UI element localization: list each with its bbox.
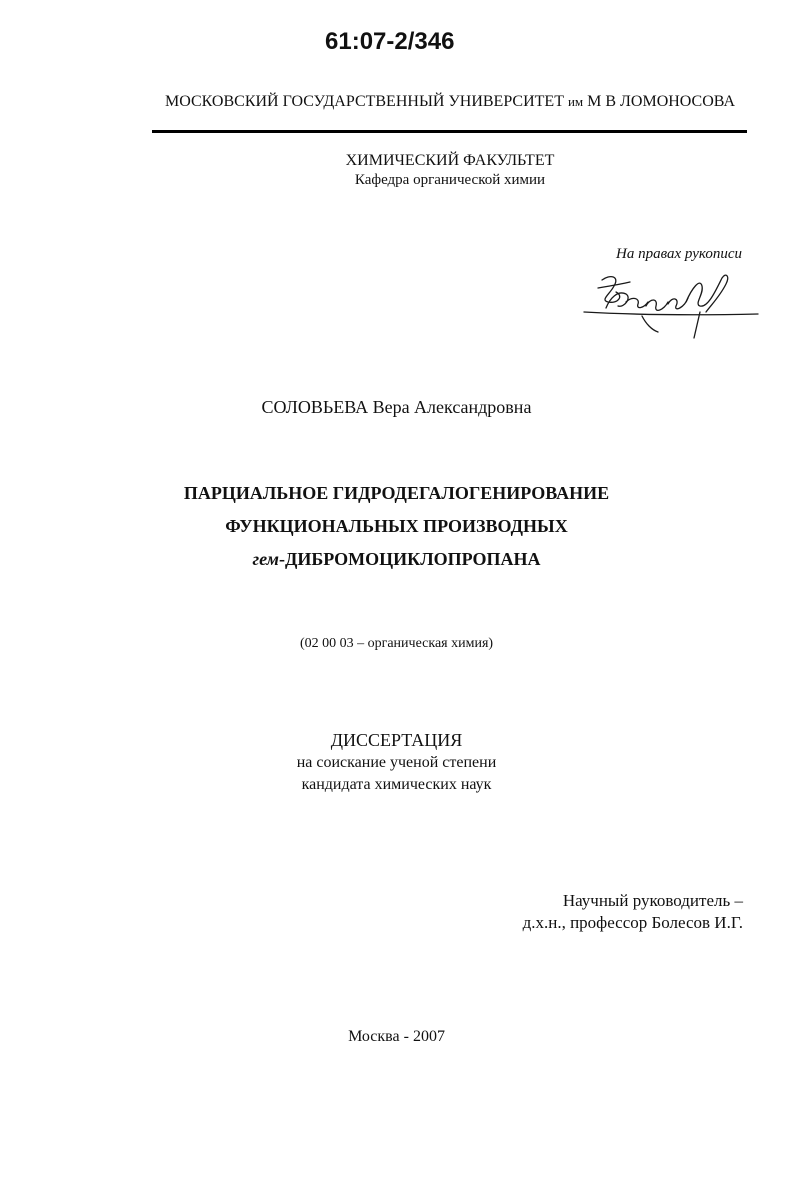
catalog-number: 61:07-2/346	[325, 28, 455, 55]
university-name	[150, 93, 750, 111]
dissertation-title-line-1: ПАРЦИАЛЬНОЕ ГИДРОДЕГАЛОГЕНИРОВАНИЕ	[183, 483, 610, 503]
department-name: Кафедра органической химии	[354, 172, 546, 188]
dissertation-title-line-3	[0, 549, 793, 570]
document-type: ДИССЕРТАЦИЯ	[330, 730, 463, 750]
degree-line-1: на соискание ученой степени	[296, 754, 497, 771]
degree-line-2: кандидата химических наук	[301, 776, 492, 793]
university-name-prefix: МОСКОВСКИЙ ГОСУДАРСТВЕННЫЙ УНИВЕРСИТЕТ	[165, 93, 564, 110]
supervisor-name: д.х.н., профессор Болесов И.Г.	[522, 913, 743, 932]
faculty-name: ХИМИЧЕСКИЙ ФАКУЛЬТЕТ	[345, 152, 555, 169]
city-year: Москва - 2007	[348, 1028, 445, 1045]
university-name-suffix: М В ЛОМОНОСОВА	[587, 93, 735, 110]
header-divider	[152, 130, 747, 133]
handwritten-signature	[580, 268, 765, 343]
manuscript-note: На правах рукописи	[616, 246, 742, 262]
title-line-3-rest: -ДИБРОМОЦИКЛОПРОПАНА	[279, 549, 541, 569]
university-name-im: им	[567, 94, 584, 109]
dissertation-title-line-2: ФУНКЦИОНАЛЬНЫХ ПРОИЗВОДНЫХ	[225, 516, 568, 536]
specialty-code: (02 00 03 – органическая химия)	[299, 636, 494, 651]
author-name: СОЛОВЬЕВА Вера Александровна	[261, 397, 532, 417]
title-gem-prefix: гем	[252, 549, 279, 569]
supervisor-label: Научный руководитель –	[562, 891, 743, 910]
